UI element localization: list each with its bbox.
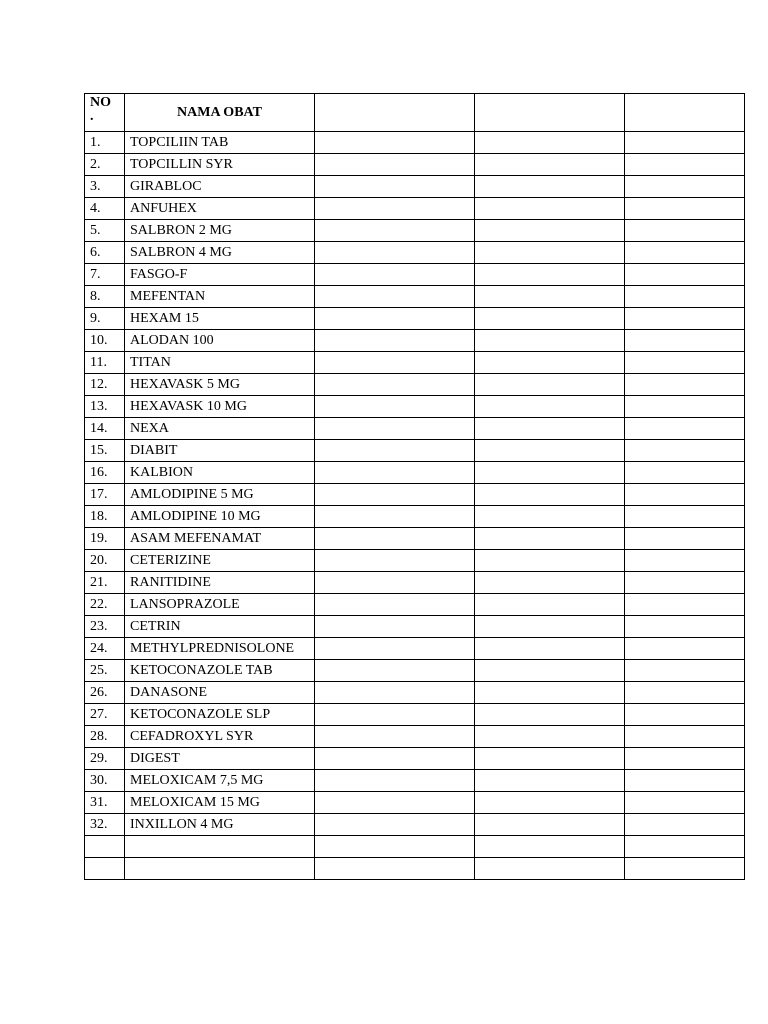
empty-cell-3 xyxy=(315,748,475,770)
empty-cell-4 xyxy=(475,594,625,616)
empty-cell-5 xyxy=(625,550,745,572)
table-row xyxy=(85,836,745,858)
table-row xyxy=(85,638,745,660)
empty-cell-3 xyxy=(315,440,475,462)
table-header-row xyxy=(85,94,745,132)
empty-cell-4 xyxy=(475,440,625,462)
empty-cell-3 xyxy=(315,286,475,308)
row-number-cell: 3. xyxy=(85,176,125,198)
empty-cell-5 xyxy=(625,704,745,726)
empty-cell-3 xyxy=(315,308,475,330)
medicine-name-cell: TOPCILIIN TAB xyxy=(125,132,315,154)
empty-cell-5 xyxy=(625,396,745,418)
row-number-cell: 13. xyxy=(85,396,125,418)
empty-cell-3 xyxy=(315,836,475,858)
table-row xyxy=(85,484,745,506)
medicine-name-cell: HEXAVASK 10 MG xyxy=(125,396,315,418)
medicine-name-cell: TITAN xyxy=(125,352,315,374)
row-number-cell xyxy=(85,858,125,880)
row-number-cell: 28. xyxy=(85,726,125,748)
row-number-cell: 2. xyxy=(85,154,125,176)
empty-cell-5 xyxy=(625,242,745,264)
row-number-cell: 12. xyxy=(85,374,125,396)
empty-cell-5 xyxy=(625,264,745,286)
empty-cell-3 xyxy=(315,242,475,264)
empty-cell-4 xyxy=(475,418,625,440)
table-row xyxy=(85,814,745,836)
table-row xyxy=(85,396,745,418)
medicine-name-cell: CETERIZINE xyxy=(125,550,315,572)
empty-cell-5 xyxy=(625,682,745,704)
empty-cell-4 xyxy=(475,638,625,660)
empty-cell-5 xyxy=(625,132,745,154)
empty-cell-5 xyxy=(625,506,745,528)
empty-cell-3 xyxy=(315,264,475,286)
empty-cell-5 xyxy=(625,836,745,858)
medicine-name-cell: CEFADROXYL SYR xyxy=(125,726,315,748)
table-row xyxy=(85,418,745,440)
medicine-name-cell: LANSOPRAZOLE xyxy=(125,594,315,616)
empty-cell-3 xyxy=(315,660,475,682)
empty-cell-3 xyxy=(315,154,475,176)
empty-cell-5 xyxy=(625,594,745,616)
medicine-name-cell: NEXA xyxy=(125,418,315,440)
empty-cell-4 xyxy=(475,176,625,198)
medicine-name-cell: KALBION xyxy=(125,462,315,484)
medicine-name-cell: ANFUHEX xyxy=(125,198,315,220)
empty-cell-4 xyxy=(475,616,625,638)
header-nama-obat: NAMA OBAT xyxy=(125,94,315,132)
empty-cell-3 xyxy=(315,814,475,836)
empty-cell-4 xyxy=(475,198,625,220)
medicine-name-cell: MEFENTAN xyxy=(125,286,315,308)
medicine-name-cell: KETOCONAZOLE TAB xyxy=(125,660,315,682)
empty-cell-3 xyxy=(315,858,475,880)
empty-cell-3 xyxy=(315,638,475,660)
header-no xyxy=(85,94,125,132)
medicine-name-cell: DIGEST xyxy=(125,748,315,770)
medicine-name-cell: ASAM MEFENAMAT xyxy=(125,528,315,550)
table-row xyxy=(85,440,745,462)
empty-cell-4 xyxy=(475,374,625,396)
table-row xyxy=(85,176,745,198)
empty-cell-3 xyxy=(315,132,475,154)
table-row xyxy=(85,748,745,770)
empty-cell-5 xyxy=(625,462,745,484)
row-number-cell: 18. xyxy=(85,506,125,528)
row-number-cell: 5. xyxy=(85,220,125,242)
empty-cell-5 xyxy=(625,352,745,374)
empty-cell-5 xyxy=(625,154,745,176)
row-number-cell: 26. xyxy=(85,682,125,704)
row-number-cell: 16. xyxy=(85,462,125,484)
empty-cell-3 xyxy=(315,330,475,352)
header-column-5 xyxy=(625,94,745,132)
medicine-name-cell: HEXAM 15 xyxy=(125,308,315,330)
medicine-name-cell: DIABIT xyxy=(125,440,315,462)
empty-cell-4 xyxy=(475,528,625,550)
row-number-cell: 22. xyxy=(85,594,125,616)
empty-cell-5 xyxy=(625,198,745,220)
medicine-name-cell: AMLODIPINE 5 MG xyxy=(125,484,315,506)
empty-cell-4 xyxy=(475,726,625,748)
empty-cell-4 xyxy=(475,682,625,704)
empty-cell-5 xyxy=(625,726,745,748)
medicine-name-cell: MELOXICAM 7,5 MG xyxy=(125,770,315,792)
empty-cell-3 xyxy=(315,770,475,792)
empty-cell-5 xyxy=(625,176,745,198)
table-row xyxy=(85,352,745,374)
row-number-cell: 10. xyxy=(85,330,125,352)
empty-cell-5 xyxy=(625,660,745,682)
table-body xyxy=(85,132,745,880)
empty-cell-4 xyxy=(475,330,625,352)
empty-cell-5 xyxy=(625,814,745,836)
empty-cell-3 xyxy=(315,616,475,638)
empty-cell-5 xyxy=(625,440,745,462)
row-number-cell: 19. xyxy=(85,528,125,550)
table-row xyxy=(85,132,745,154)
table-row xyxy=(85,198,745,220)
table-row xyxy=(85,374,745,396)
table-row xyxy=(85,616,745,638)
empty-cell-3 xyxy=(315,418,475,440)
row-number-cell: 4. xyxy=(85,198,125,220)
empty-cell-5 xyxy=(625,770,745,792)
empty-cell-4 xyxy=(475,506,625,528)
empty-cell-5 xyxy=(625,638,745,660)
empty-cell-4 xyxy=(475,814,625,836)
empty-cell-3 xyxy=(315,506,475,528)
medicine-name-cell: HEXAVASK 5 MG xyxy=(125,374,315,396)
empty-cell-4 xyxy=(475,132,625,154)
empty-cell-3 xyxy=(315,726,475,748)
empty-cell-5 xyxy=(625,528,745,550)
empty-cell-3 xyxy=(315,176,475,198)
row-number-cell: 6. xyxy=(85,242,125,264)
row-number-cell: 8. xyxy=(85,286,125,308)
medicine-name-cell: FASGO-F xyxy=(125,264,315,286)
empty-cell-4 xyxy=(475,396,625,418)
empty-cell-5 xyxy=(625,484,745,506)
empty-cell-4 xyxy=(475,286,625,308)
empty-cell-5 xyxy=(625,220,745,242)
empty-cell-3 xyxy=(315,198,475,220)
empty-cell-4 xyxy=(475,154,625,176)
empty-cell-5 xyxy=(625,418,745,440)
empty-cell-3 xyxy=(315,704,475,726)
table-row xyxy=(85,220,745,242)
table-row xyxy=(85,550,745,572)
medicine-name-cell: SALBRON 2 MG xyxy=(125,220,315,242)
row-number-cell: 17. xyxy=(85,484,125,506)
row-number-cell: 14. xyxy=(85,418,125,440)
row-number-cell: 25. xyxy=(85,660,125,682)
table-row xyxy=(85,506,745,528)
empty-cell-4 xyxy=(475,462,625,484)
medicine-name-cell xyxy=(125,858,315,880)
empty-cell-4 xyxy=(475,770,625,792)
row-number-cell: 7. xyxy=(85,264,125,286)
table-row xyxy=(85,154,745,176)
medicine-name-cell: CETRIN xyxy=(125,616,315,638)
table-row xyxy=(85,264,745,286)
table-row xyxy=(85,660,745,682)
table-row xyxy=(85,330,745,352)
row-number-cell: 24. xyxy=(85,638,125,660)
medicine-name-cell: TOPCILLIN SYR xyxy=(125,154,315,176)
empty-cell-3 xyxy=(315,220,475,242)
empty-cell-4 xyxy=(475,792,625,814)
empty-cell-5 xyxy=(625,286,745,308)
header-column-3 xyxy=(315,94,475,132)
header-no-line2: . xyxy=(90,109,94,124)
medicine-name-cell: GIRABLOC xyxy=(125,176,315,198)
empty-cell-3 xyxy=(315,594,475,616)
row-number-cell: 1. xyxy=(85,132,125,154)
medicine-name-cell: DANASONE xyxy=(125,682,315,704)
empty-cell-3 xyxy=(315,352,475,374)
row-number-cell: 32. xyxy=(85,814,125,836)
row-number-cell: 30. xyxy=(85,770,125,792)
table-row xyxy=(85,462,745,484)
empty-cell-3 xyxy=(315,682,475,704)
header-no-line1: NO xyxy=(90,95,111,110)
empty-cell-3 xyxy=(315,528,475,550)
empty-cell-3 xyxy=(315,792,475,814)
row-number-cell: 9. xyxy=(85,308,125,330)
empty-cell-4 xyxy=(475,242,625,264)
row-number-cell: 29. xyxy=(85,748,125,770)
medicine-name-cell: RANITIDINE xyxy=(125,572,315,594)
empty-cell-4 xyxy=(475,748,625,770)
empty-cell-5 xyxy=(625,858,745,880)
table-row xyxy=(85,726,745,748)
empty-cell-3 xyxy=(315,374,475,396)
empty-cell-4 xyxy=(475,550,625,572)
empty-cell-4 xyxy=(475,264,625,286)
table-row xyxy=(85,858,745,880)
row-number-cell: 15. xyxy=(85,440,125,462)
medicine-name-cell: AMLODIPINE 10 MG xyxy=(125,506,315,528)
empty-cell-4 xyxy=(475,484,625,506)
empty-cell-4 xyxy=(475,572,625,594)
table-row xyxy=(85,572,745,594)
medicine-name-cell xyxy=(125,836,315,858)
row-number-cell: 20. xyxy=(85,550,125,572)
empty-cell-5 xyxy=(625,748,745,770)
empty-cell-3 xyxy=(315,484,475,506)
row-number-cell xyxy=(85,836,125,858)
medicine-name-cell: MELOXICAM 15 MG xyxy=(125,792,315,814)
empty-cell-3 xyxy=(315,572,475,594)
empty-cell-5 xyxy=(625,616,745,638)
medicine-name-cell: METHYLPREDNISOLONE xyxy=(125,638,315,660)
table-row xyxy=(85,308,745,330)
empty-cell-5 xyxy=(625,572,745,594)
table-row xyxy=(85,242,745,264)
empty-cell-4 xyxy=(475,704,625,726)
row-number-cell: 27. xyxy=(85,704,125,726)
empty-cell-3 xyxy=(315,462,475,484)
table-row xyxy=(85,704,745,726)
empty-cell-3 xyxy=(315,550,475,572)
medicine-name-cell: SALBRON 4 MG xyxy=(125,242,315,264)
medicine-name-cell: KETOCONAZOLE SLP xyxy=(125,704,315,726)
empty-cell-5 xyxy=(625,374,745,396)
table-row xyxy=(85,792,745,814)
table-row xyxy=(85,286,745,308)
empty-cell-5 xyxy=(625,792,745,814)
header-column-4 xyxy=(475,94,625,132)
empty-cell-4 xyxy=(475,858,625,880)
empty-cell-5 xyxy=(625,330,745,352)
row-number-cell: 11. xyxy=(85,352,125,374)
medicine-name-cell: INXILLON 4 MG xyxy=(125,814,315,836)
empty-cell-4 xyxy=(475,660,625,682)
table-row xyxy=(85,528,745,550)
medicine-table xyxy=(84,93,745,880)
empty-cell-4 xyxy=(475,308,625,330)
table-row xyxy=(85,682,745,704)
table-row xyxy=(85,770,745,792)
row-number-cell: 23. xyxy=(85,616,125,638)
empty-cell-4 xyxy=(475,836,625,858)
row-number-cell: 21. xyxy=(85,572,125,594)
row-number-cell: 31. xyxy=(85,792,125,814)
empty-cell-3 xyxy=(315,396,475,418)
medicine-name-cell: ALODAN 100 xyxy=(125,330,315,352)
empty-cell-5 xyxy=(625,308,745,330)
empty-cell-4 xyxy=(475,352,625,374)
empty-cell-4 xyxy=(475,220,625,242)
table-row xyxy=(85,594,745,616)
